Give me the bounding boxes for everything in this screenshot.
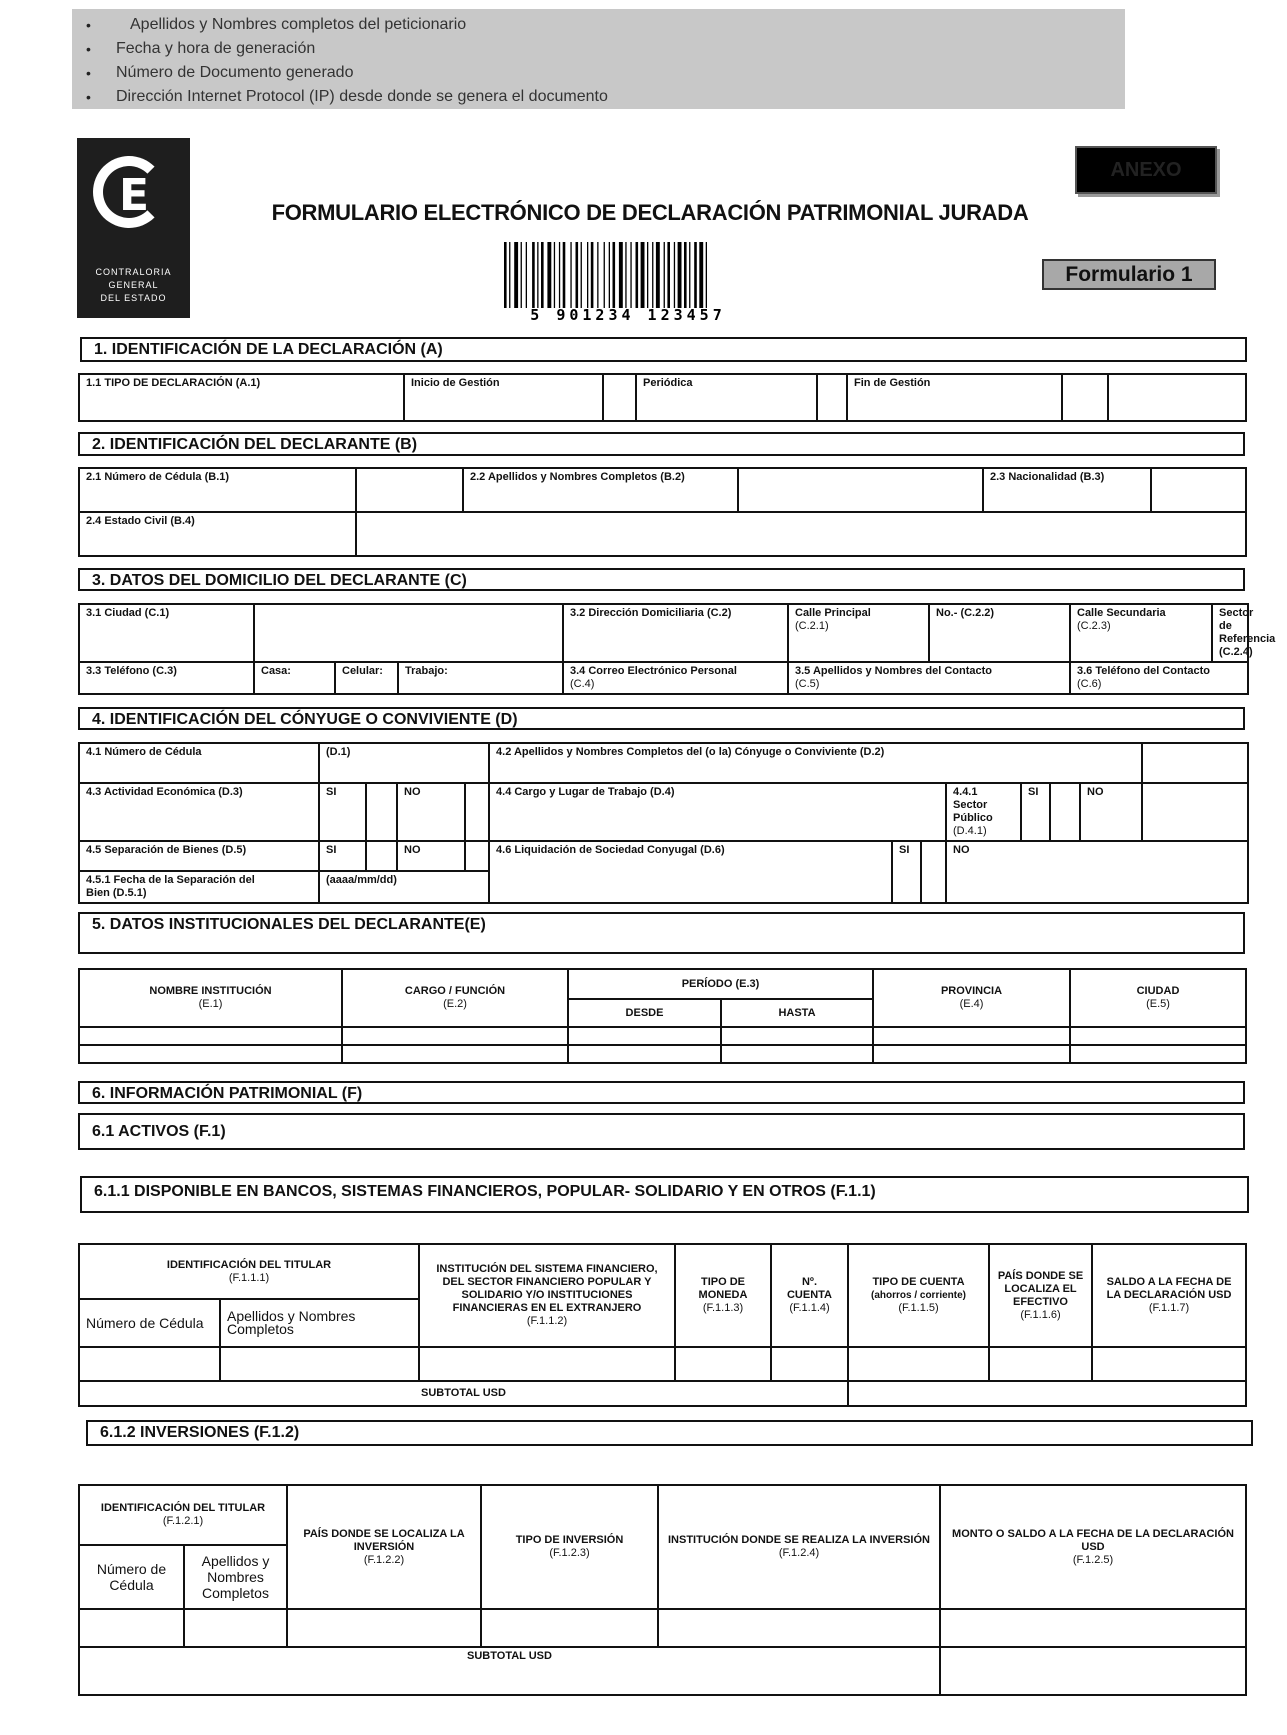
- sector-publico-no-checkbox[interactable]: [1142, 783, 1248, 841]
- table-cell[interactable]: [220, 1347, 419, 1381]
- separacion-si-checkbox[interactable]: [366, 841, 397, 871]
- table-cell[interactable]: [568, 1045, 721, 1063]
- hasta-header: HASTA: [721, 999, 873, 1027]
- actividad-label: 4.3 Actividad Económica (D.3): [79, 783, 319, 841]
- institucion-inversion-header: INSTITUCIÓN DONDE SE REALIZA LA INVERSIÓN (F.1.2.4): [658, 1485, 940, 1609]
- inicio-gestion-checkbox[interactable]: [603, 374, 636, 421]
- list-item: • Apellidos y Nombres completos del peticionario: [86, 13, 1125, 37]
- fin-gestion-checkbox[interactable]: [1062, 374, 1108, 421]
- subtotal2-field[interactable]: [940, 1647, 1246, 1695]
- empty-cell: [1108, 374, 1246, 421]
- list-item: • Fecha y hora de generación: [86, 37, 1125, 61]
- table-cell[interactable]: [1070, 1027, 1246, 1045]
- section-611-title: 6.1.1 DISPONIBLE EN BANCOS, SISTEMAS FINANCIEROS, POPULAR- SOLIDARIO Y EN OTROS (F.1.1): [80, 1176, 1249, 1213]
- numero-label: No.- (C.2.2): [929, 604, 1070, 662]
- table-cell[interactable]: [342, 1027, 568, 1045]
- table-cell[interactable]: [79, 1609, 184, 1647]
- separacion-si-label: SI: [319, 841, 366, 871]
- logo-e-icon: E: [119, 170, 150, 221]
- conyuge-apellidos-label: 4.2 Apellidos y Nombres Completos del (o la) Cónyuge o Conviviente (D.2): [489, 743, 1142, 783]
- telefono-contacto-label: 3.6 Teléfono del Contacto (C.6): [1070, 662, 1248, 694]
- apellidos-header: Apellidos y Nombres Completos: [220, 1299, 419, 1347]
- estado-civil-field[interactable]: [356, 512, 1246, 556]
- table-cell[interactable]: [675, 1347, 771, 1381]
- table-cell[interactable]: [1092, 1347, 1246, 1381]
- calle-principal-label: Calle Principal (C.2.1): [788, 604, 929, 662]
- ciudad-field[interactable]: [254, 604, 563, 662]
- fecha-separacion-label: 4.5.1 Fecha de la Separación del Bien (D.5.1): [79, 871, 319, 903]
- barcode-icon: [500, 242, 756, 322]
- table-cell[interactable]: [79, 1347, 220, 1381]
- sector-publico-si-checkbox[interactable]: [1050, 783, 1080, 841]
- monto-header: MONTO O SALDO A LA FECHA DE LA DECLARACIÓN USD (F.1.2.5): [940, 1485, 1246, 1609]
- nombre-institucion-header: NOMBRE INSTITUCIÓN (E.1): [79, 969, 342, 1027]
- section-2-table: [78, 467, 1247, 557]
- table-cell[interactable]: [989, 1347, 1092, 1381]
- cargo-label: 4.4 Cargo y Lugar de Trabajo (D.4): [489, 783, 946, 841]
- sector-label: Sector de Referencia (C.2.4): [1212, 604, 1248, 662]
- periodica-label: Periódica: [636, 374, 817, 421]
- periodo-header: PERÍODO (E.3): [568, 969, 873, 999]
- table-cell[interactable]: [873, 1045, 1070, 1063]
- apellidos-field[interactable]: [738, 468, 983, 512]
- inversiones-table: [78, 1484, 1247, 1696]
- nacionalidad-field[interactable]: [1151, 468, 1246, 512]
- apellidos-label: 2.2 Apellidos y Nombres Completos (B.2): [463, 468, 738, 512]
- table-cell[interactable]: [940, 1609, 1246, 1647]
- institucion-header: INSTITUCIÓN DEL SISTEMA FINANCIERO, DEL SECTOR FINANCIERO POPULAR Y SOLIDARIO Y/O INSTITUCIONES FINANCIERAS EN EL EXTRANJERO (F.1.1.2): [419, 1244, 675, 1347]
- id-titular2-header: IDENTIFICACIÓN DEL TITULAR (F.1.2.1): [79, 1485, 287, 1545]
- cargo-header: CARGO / FUNCIÓN (E.2): [342, 969, 568, 1027]
- subtotal-field[interactable]: [848, 1381, 1246, 1406]
- cuenta-header: Nº. CUENTA (F.1.1.4): [771, 1244, 848, 1347]
- periodica-checkbox[interactable]: [817, 374, 847, 421]
- conyuge-cedula-label: 4.1 Número de Cédula: [79, 743, 319, 783]
- pais-inversion-header: PAÍS DONDE SE LOCALIZA LA INVERSIÓN (F.1.2.2): [287, 1485, 481, 1609]
- liquidacion-no-label: NO: [946, 841, 1248, 903]
- correo-label: 3.4 Correo Electrónico Personal (C.4): [563, 662, 788, 694]
- calle-secundaria-label: Calle Secundaria (C.2.3): [1070, 604, 1212, 662]
- section-3-title: 3. DATOS DEL DOMICILIO DEL DECLARANTE (C): [78, 568, 1245, 591]
- table-cell[interactable]: [721, 1045, 873, 1063]
- section-5-table: [78, 968, 1247, 1064]
- section-1-table: [78, 373, 1247, 422]
- direccion-label: 3.2 Dirección Domiciliaria (C.2): [563, 604, 788, 662]
- trabajo-label: Trabajo:: [398, 662, 563, 694]
- section-4-title: 4. IDENTIFICACIÓN DEL CÓNYUGE O CONVIVIENTE (D): [78, 707, 1245, 730]
- disponible-table: [78, 1243, 1247, 1407]
- separacion-no-checkbox[interactable]: [465, 841, 489, 871]
- casa-label: Casa:: [254, 662, 335, 694]
- table-cell[interactable]: [419, 1347, 675, 1381]
- ciudad-label: 3.1 Ciudad (C.1): [79, 604, 254, 662]
- liquidacion-label: 4.6 Liquidación de Sociedad Conyugal (D.6): [489, 841, 892, 903]
- subtotal-label: SUBTOTAL USD: [79, 1381, 848, 1406]
- table-cell[interactable]: [1070, 1045, 1246, 1063]
- instructions-box: [72, 9, 1125, 109]
- barcode-number: 5 901234 123457: [530, 306, 726, 324]
- anexo-label: ANEXO: [1075, 146, 1217, 194]
- table-cell[interactable]: [771, 1347, 848, 1381]
- page-title: FORMULARIO ELECTRÓNICO DE DECLARACIÓN PATRIMONIAL JURADA: [271, 200, 1029, 225]
- table-cell[interactable]: [342, 1045, 568, 1063]
- table-cell[interactable]: [184, 1609, 287, 1647]
- table-cell[interactable]: [848, 1347, 989, 1381]
- list-item: • Dirección Internet Protocol (IP) desde donde se genera el documento: [86, 85, 1125, 109]
- cedula-field[interactable]: [356, 468, 463, 512]
- desde-header: DESDE: [568, 999, 721, 1027]
- table-cell[interactable]: [873, 1027, 1070, 1045]
- tipo-declaracion-label: 1.1 TIPO DE DECLARACIÓN (A.1): [79, 374, 404, 421]
- section-6-title: 6. INFORMACIÓN PATRIMONIAL (F): [78, 1081, 1245, 1104]
- id-titular-header: IDENTIFICACIÓN DEL TITULAR (F.1.1.1): [79, 1244, 419, 1299]
- section-1-title: 1. IDENTIFICACIÓN DE LA DECLARACIÓN (A): [80, 337, 1247, 362]
- telefono-label: 3.3 Teléfono (C.3): [79, 662, 254, 694]
- list-item: • Número de Documento generado: [86, 61, 1125, 85]
- actividad-si-label: SI: [319, 783, 366, 841]
- moneda-header: TIPO DE MONEDA (F.1.1.3): [675, 1244, 771, 1347]
- ciudad-header: CIUDAD (E.5): [1070, 969, 1246, 1027]
- instructions-list: [72, 9, 1125, 109]
- subtotal2-label: SUBTOTAL USD: [79, 1647, 940, 1695]
- contacto-label: 3.5 Apellidos y Nombres del Contacto (C.5): [788, 662, 1070, 694]
- activos-title: 6.1 ACTIVOS (F.1): [78, 1113, 1245, 1150]
- pais-header: PAÍS DONDE SE LOCALIZA EL EFECTIVO (F.1.1.6): [989, 1244, 1092, 1347]
- separacion-no-label: NO: [397, 841, 465, 871]
- sector-publico-no-label: NO: [1080, 783, 1142, 841]
- num-cedula2-header: Número de Cédula: [79, 1545, 184, 1609]
- apellidos2-header: Apellidos y Nombres Completos: [184, 1545, 287, 1609]
- actividad-si-checkbox[interactable]: [366, 783, 397, 841]
- table-cell[interactable]: [658, 1609, 940, 1647]
- form-number-label: Formulario 1: [1042, 259, 1216, 290]
- sector-publico-si-label: SI: [1021, 783, 1050, 841]
- table-cell[interactable]: [568, 1027, 721, 1045]
- tipo-inversion-header: TIPO DE INVERSIÓN (F.1.2.3): [481, 1485, 658, 1609]
- sector-publico-label: 4.4.1 Sector Público (D.4.1): [946, 783, 1021, 841]
- nacionalidad-label: 2.3 Nacionalidad (B.3): [983, 468, 1151, 512]
- conyuge-apellidos-field[interactable]: [1142, 743, 1248, 783]
- logo-text: CONTRALORIA GENERAL DEL ESTADO: [95, 267, 172, 303]
- fecha-separacion-field[interactable]: (aaaa/mm/dd): [319, 871, 489, 903]
- table-cell[interactable]: [481, 1609, 658, 1647]
- tipo-cuenta-header: TIPO DE CUENTA (ahorros / corriente) (F.1.1.5): [848, 1244, 989, 1347]
- contraloria-logo: [77, 138, 190, 318]
- section-3-table: [78, 603, 1276, 695]
- section-4-table: [78, 742, 1249, 904]
- section-612-title: 6.1.2 INVERSIONES (F.1.2): [86, 1420, 1253, 1446]
- liquidacion-si-label: SI: [892, 841, 921, 903]
- actividad-no-checkbox[interactable]: [465, 783, 489, 841]
- fin-gestion-label: Fin de Gestión: [847, 374, 1062, 421]
- separacion-label: 4.5 Separación de Bienes (D.5): [79, 841, 319, 871]
- liquidacion-si-checkbox[interactable]: [921, 841, 946, 903]
- num-cedula-header: Número de Cédula: [79, 1299, 220, 1347]
- saldo-header: SALDO A LA FECHA DE LA DECLARACIÓN USD (F.1.1.7): [1092, 1244, 1246, 1347]
- estado-civil-label: 2.4 Estado Civil (B.4): [79, 512, 356, 556]
- table-cell[interactable]: [79, 1027, 342, 1045]
- conyuge-cedula-code: (D.1): [319, 743, 489, 783]
- cedula-label: 2.1 Número de Cédula (B.1): [79, 468, 356, 512]
- section-5-title: 5. DATOS INSTITUCIONALES DEL DECLARANTE(E): [78, 912, 1245, 954]
- section-2-title: 2. IDENTIFICACIÓN DEL DECLARANTE (B): [78, 432, 1245, 456]
- actividad-no-label: NO: [397, 783, 465, 841]
- table-cell[interactable]: [721, 1027, 873, 1045]
- celular-label: Celular:: [335, 662, 398, 694]
- table-cell[interactable]: [79, 1045, 342, 1063]
- inicio-gestion-label: Inicio de Gestión: [404, 374, 603, 421]
- provincia-header: PROVINCIA (E.4): [873, 969, 1070, 1027]
- table-cell[interactable]: [287, 1609, 481, 1647]
